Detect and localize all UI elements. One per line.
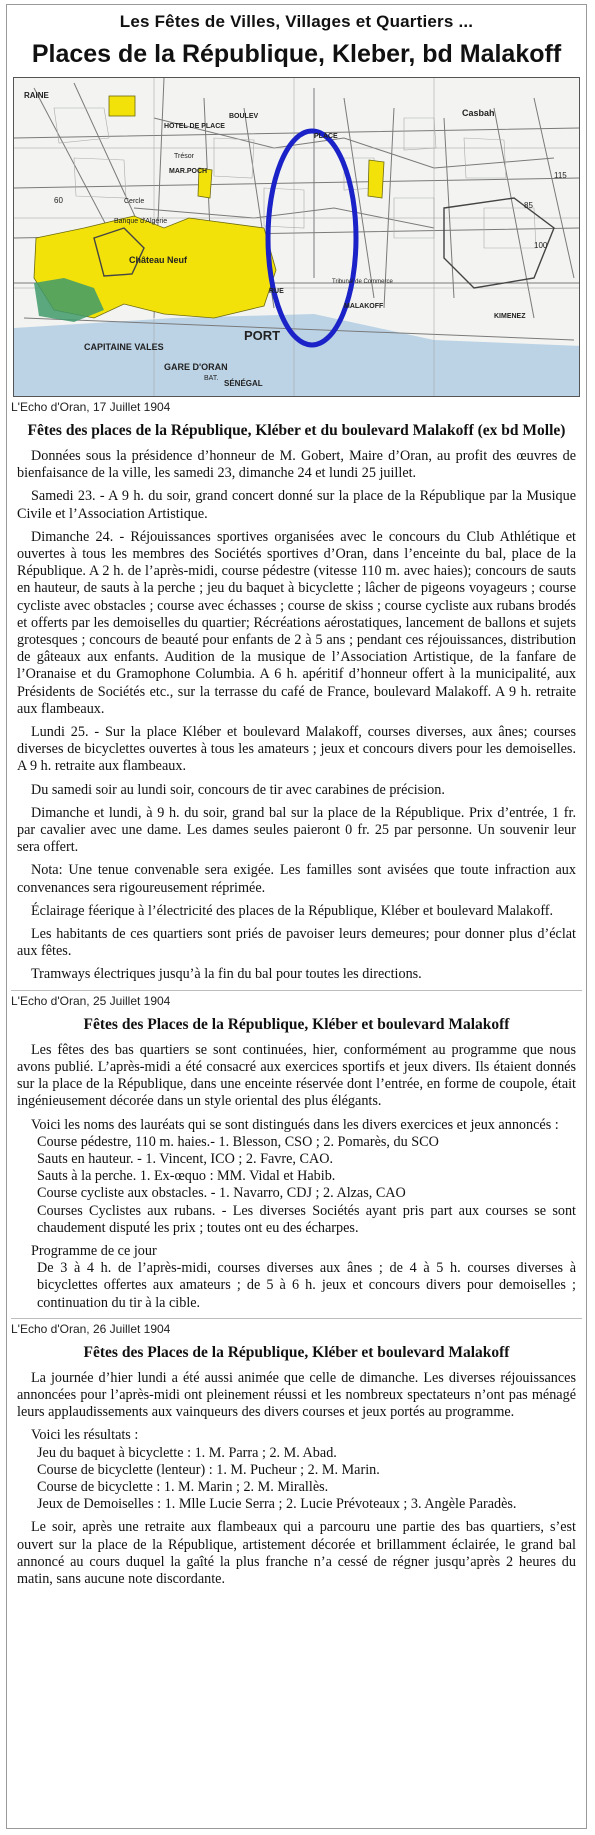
- map-label: 60: [54, 196, 63, 205]
- article-paragraph: La journée d’hier lundi a été aussi animée que celle de dimanche. Les diverses réjouissances annoncées pour l’après-midi ont pleinement réussi et les nombreux spectateurs n’ont pas ménagé leurs applaudissements aux vainqueurs des divers courses et jeux portés au programme.: [17, 1369, 576, 1421]
- article-paragraph: Le soir, après une retraite aux flambeaux qui a parcouru une partie des bas quartiers, s’est ouvert sur la place de la République, artistement décorée et brillamment éclairée, le grand bal annoncé au cours duquel la gaîté la plus franche n’a cessé de régner jusqu’après 2 heures du matin, sans aucune note discordante.: [17, 1519, 576, 1587]
- result-line: Jeux de Demoiselles : 1. Mlle Lucie Serra ; 2. Lucie Prévoteaux ; 3. Angèle Paradès.: [37, 1496, 517, 1513]
- map-label: PORT: [244, 328, 281, 343]
- map-label: KIMENEZ: [494, 313, 526, 320]
- article-paragraph: Samedi 23. - A 9 h. du soir, grand concert donné sur la place de la République par la Musique Civile et l’Association Artistique.: [17, 488, 576, 522]
- article-title: Fêtes des places de la République, Kléber et du boulevard Malakoff (ex bd Molle): [27, 422, 566, 439]
- map-label: BOULEV: [229, 113, 259, 120]
- article-paragraph: Dimanche 24. - Réjouissances sportives organisées avec le concours du Club Athlétique et ouvertes à tous les membres des Sociétés sportives d’Oran, dans l’enceinte du bal, place de la République. A 2 h. de l’après-midi, course pédestre (vitesse 110 m. avec haies); concours de sauts en hauteur, de sauts à la perche ; jeu du baquet à bicyclette ; lâcher de pigeons voyageurs ; course cycliste avec obstacles ; course avec échasses ; course de skiss ; course cycliste aux rubans brodés et offerts par les demoiselles du quartier; Récréations aérostatiques, lancement de ballons et sujets grotesques ; concours de beauté pour enfants de 2 à 5 ans ; pendant ces réjouissances, distribution de gâteaux aux enfants. Audition de la musique de l’Association Artistique, de la fanfare de l’Oranaise et du Gramophone Columbia. A 6 h. apéritif d’honneur offert à la municipalité, aux Présidents de Sociétés etc., sur la terrasse du café de France, boulevard Malakoff. A 9 h. retraite aux flambeaux.: [17, 528, 576, 717]
- article-paragraph: Lundi 25. - Sur la place Kléber et boulevard Malakoff, courses diverses, aux ânes; courses diverses de bicyclettes ouvertes à tous les amateurs ; jeux et concours divers pour les demoiselles. A 9 h. retraite aux flambeaux.: [17, 724, 576, 775]
- result-line: Course cycliste aux obstacles. - 1. Navarro, CDJ ; 2. Alzas, CAO: [37, 1185, 406, 1202]
- article-paragraph: Tramways électriques jusqu’à la fin du bal pour toutes les directions.: [31, 966, 422, 983]
- map-label: Trésor: [174, 153, 194, 160]
- map-drawing: [14, 78, 580, 397]
- page-header: [7, 5, 586, 71]
- result-line: Sauts en hauteur. - 1. Vincent, ICO ; 2. Favre, CAO.: [37, 1150, 333, 1167]
- programme-label: Programme de ce jour: [31, 1242, 157, 1259]
- article-paragraph: Du samedi soir au lundi soir, concours de tir avec carabines de précision.: [31, 781, 445, 798]
- result-line: Jeu du baquet à bicyclette : 1. M. Parra ; 2. M. Abad.: [37, 1444, 337, 1461]
- page-title: Places de la République, Kleber, bd Malakoff: [31, 40, 562, 68]
- map-label: Cercle: [124, 198, 145, 205]
- map-label: 85: [524, 201, 533, 210]
- result-line: Course pédestre, 110 m. haies.- 1. Blesson, CSO ; 2. Pomarès, du SCO: [37, 1133, 439, 1150]
- article-source: L'Echo d'Oran, 17 Juillet 1904: [11, 400, 171, 414]
- article-title: Fêtes des Places de la République, Kléber et boulevard Malakoff: [83, 1343, 510, 1361]
- map-label: 100: [534, 241, 548, 250]
- map-label: MAR.POCH: [169, 168, 208, 175]
- article-title: Fêtes des Places de la République, Kléber et boulevard Malakoff: [83, 1015, 510, 1033]
- programme-text: De 3 à 4 h. de l’après-midi, courses diverses aux ânes ; de 4 à 5 h. courses diverses à bicyclettes offertes aux amateurs ; de 5 à 6 h. jeux et concours divers pour demoiselles ; continuation du tir à la cible.: [37, 1260, 576, 1311]
- article-paragraph: Éclairage féerique à l’électricité des places de la République, Kléber et boulevard Malakoff.: [31, 902, 554, 919]
- map-label: Tribunal de Commerce: [332, 279, 393, 285]
- section-divider: [11, 990, 582, 991]
- city-map: [13, 77, 580, 397]
- article-source: L'Echo d'Oran, 25 Juillet 1904: [11, 993, 171, 1008]
- article-paragraph: Les habitants de ces quartiers sont priés de pavoiser leurs demeures; pour donner plus d’éclat aux fêtes.: [17, 926, 576, 960]
- map-label: RUE: [269, 288, 284, 295]
- map-label: RAINE: [24, 91, 49, 100]
- map-label: CAPITAINE VALES: [84, 342, 164, 352]
- results-label: Voici les résultats :: [31, 1427, 139, 1444]
- map-label: 115: [554, 171, 567, 180]
- document-page: [6, 4, 587, 1829]
- section-divider: [11, 1318, 582, 1319]
- article-paragraph: Données sous la présidence d’honneur de M. Gobert, Maire d’Oran, au profit des œuvres de bienfaisance de la ville, les samedi 23, dimanche 24 et lundi 25 juillet.: [17, 448, 576, 482]
- article-paragraph: Nota: Une tenue convenable sera exigée. Les familles sont avisées que toute infraction aux convenances sera rigoureusement réprimée.: [17, 862, 576, 896]
- result-line: Course de bicyclette : 1. M. Marin ; 2. M. Mirallès.: [37, 1478, 329, 1495]
- map-label: SÉNÉGAL: [224, 379, 263, 388]
- map-label: HOTEL DE PLACE: [164, 123, 225, 130]
- result-line: Course de bicyclette (lenteur) : 1. M. Pucheur ; 2. M. Marin.: [37, 1461, 380, 1478]
- result-line: Courses Cyclistes aux rubans. - Les diverses Sociétés ayant pris part aux courses se sont chaudement disputé les prix ; toutes ont eu des écharpes.: [37, 1202, 576, 1236]
- article-source: L'Echo d'Oran, 26 Juillet 1904: [11, 1321, 171, 1336]
- map-label: GARE D'ORAN: [164, 362, 228, 372]
- series-kicker: Les Fêtes de Villes, Villages et Quartiers ...: [119, 12, 474, 31]
- map-label: BAT.: [204, 375, 219, 382]
- map-label: Château Neuf: [129, 255, 188, 265]
- map-label: MALAKOFF: [344, 303, 384, 310]
- article-paragraph: Voici les noms des lauréats qui se sont distingués dans les divers exercices et jeux annoncés :: [31, 1116, 559, 1133]
- map-label: Banque d'Algérie: [114, 218, 168, 225]
- article-paragraph: Dimanche et lundi, à 9 h. du soir, grand bal sur la place de la République. Prix d’entrée, 1 fr. par cavalier avec une dame. Les dames seules paieront 0 fr. 25 par personne. Un souvenir leur sera offert.: [17, 804, 576, 856]
- result-line: Sauts à la perche. 1. Ex-œquo : MM. Vidal et Habib.: [37, 1168, 336, 1185]
- map-label: Casbah: [462, 108, 495, 118]
- map-label: PLACE: [314, 133, 338, 140]
- article-paragraph: Les fêtes des bas quartiers se sont continuées, hier, conformément au programme que nous avons publié. L’après-midi a été consacré aux exercices sportifs et jeux divers. Ils étaient donnés sur la place de la République, dans une enceinte réservée dont l’entrée, en forme de coupole, était ingénieusement décorée dans un style oriental des plus élégants.: [17, 1041, 576, 1110]
